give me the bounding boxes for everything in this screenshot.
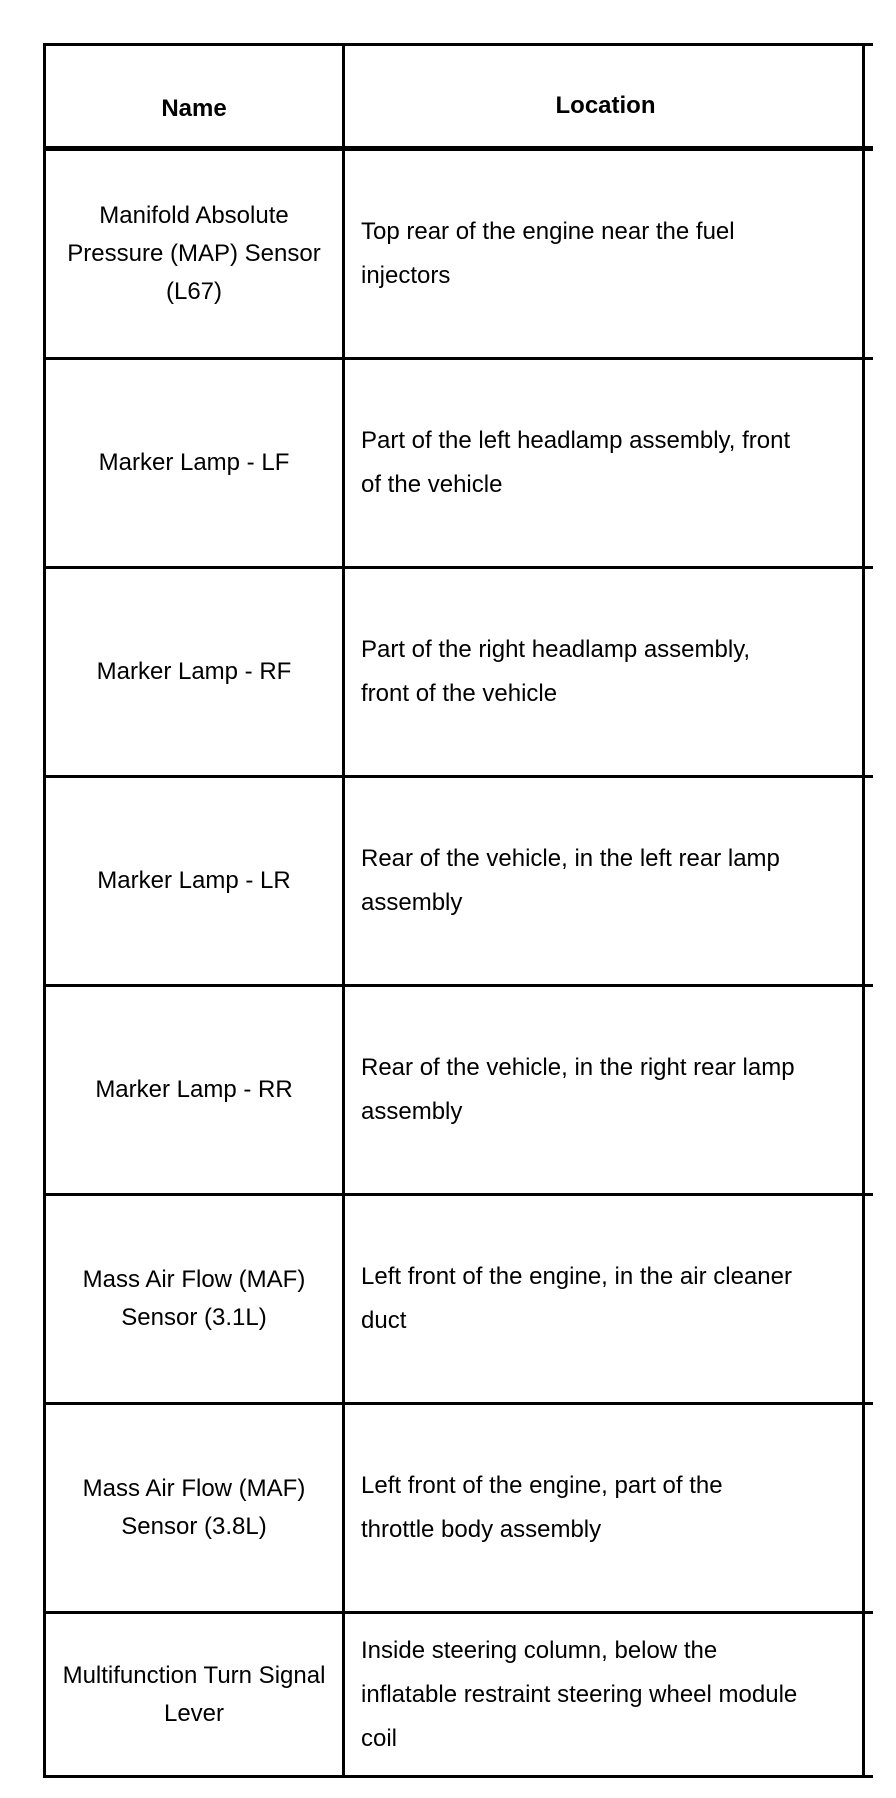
table-row: [43, 778, 873, 987]
table-row: [43, 360, 873, 569]
name-cell: Marker Lamp - LF: [43, 360, 345, 566]
name-cell: Manifold Absolute Pressure (MAP) Sensor (L67): [43, 151, 345, 357]
table-row: [43, 1614, 873, 1778]
table-row: [43, 987, 873, 1196]
location-cell: Rear of the vehicle, in the right rear lamp assembly: [345, 987, 865, 1193]
location-cell: Left front of the engine, part of the throttle body assembly: [345, 1405, 865, 1611]
name-cell: Marker Lamp - LR: [43, 778, 345, 984]
column-header-location: Location: [345, 46, 865, 146]
name-cell: Marker Lamp - RR: [43, 987, 345, 1193]
table-header-row: [43, 43, 873, 151]
location-cell: Rear of the vehicle, in the left rear lamp assembly: [345, 778, 865, 984]
table-row: [43, 569, 873, 778]
location-cell: Part of the left headlamp assembly, front of the vehicle: [345, 360, 865, 566]
table-row: [43, 151, 873, 360]
location-cell: Inside steering column, below the inflatable restraint steering wheel module coil: [345, 1614, 865, 1775]
table-row: [43, 1196, 873, 1405]
name-cell: Mass Air Flow (MAF) Sensor (3.8L): [43, 1405, 345, 1611]
name-cell: Marker Lamp - RF: [43, 569, 345, 775]
location-cell: Top rear of the engine near the fuel injectors: [345, 151, 865, 357]
name-cell: Mass Air Flow (MAF) Sensor (3.1L): [43, 1196, 345, 1402]
table-row: [43, 1405, 873, 1614]
location-cell: Part of the right headlamp assembly, front of the vehicle: [345, 569, 865, 775]
component-location-table: [43, 43, 873, 1778]
location-cell: Left front of the engine, in the air cleaner duct: [345, 1196, 865, 1402]
name-cell: Multifunction Turn Signal Lever: [43, 1614, 345, 1775]
column-header-name: Name: [43, 46, 345, 146]
